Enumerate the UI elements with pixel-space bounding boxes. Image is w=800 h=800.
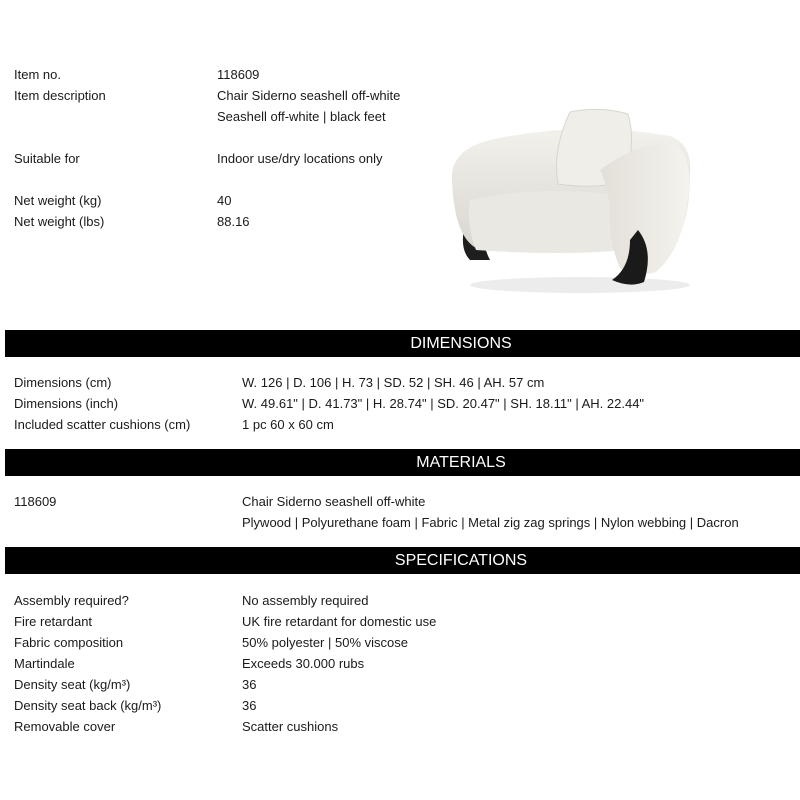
materials-heading: MATERIALS	[416, 454, 506, 471]
spec-value: UK fire retardant for domestic use	[242, 614, 437, 629]
spec-label: Assembly required?	[14, 593, 129, 608]
specifications-heading: SPECIFICATIONS	[394, 552, 528, 569]
dimensions-cm-value: W. 126 | D. 106 | H. 73 | SD. 52 | SH. 46 | AH. 57 cm	[242, 375, 545, 390]
spec-label: Density seat back (kg/m³)	[14, 698, 162, 713]
spec-value: 50% polyester | 50% viscose	[242, 635, 408, 650]
weight-kg-value: 40	[217, 193, 232, 208]
chair-seat	[469, 191, 626, 253]
spec-value: Scatter cushions	[242, 719, 339, 734]
cushions-label: Included scatter cushions (cm)	[14, 417, 191, 432]
item-no-value: 118609	[217, 67, 260, 82]
dimensions-inch-value: W. 49.61" | D. 41.73" | H. 28.74" | SD. 20.47" | SH. 18.11" | AH. 22.44"	[242, 396, 645, 411]
spec-label: Martindale	[14, 656, 75, 671]
dimensions-heading: DIMENSIONS	[410, 335, 512, 352]
materials-line2: Plywood | Polyurethane foam | Fabric | Metal zig zag springs | Nylon webbing | Dacron	[242, 515, 739, 530]
materials-code: 118609	[14, 494, 57, 509]
weight-lbs-value: 88.16	[217, 214, 250, 229]
spec-value: 36	[242, 677, 257, 692]
weight-kg-label: Net weight (kg)	[14, 193, 102, 208]
item-description-label: Item description	[14, 88, 106, 103]
item-description-line2: Seashell off-white | black feet	[217, 109, 386, 124]
spec-label: Fire retardant	[14, 614, 93, 629]
item-description-line1: Chair Siderno seashell off-white	[217, 88, 401, 103]
spec-value: No assembly required	[242, 593, 369, 608]
dimensions-header	[5, 330, 800, 357]
cushions-value: 1 pc 60 x 60 cm	[242, 417, 334, 432]
shadow	[470, 277, 690, 293]
suitable-value: Indoor use/dry locations only	[217, 151, 383, 166]
spec-label: Density seat (kg/m³)	[14, 677, 131, 692]
dimensions-inch-label: Dimensions (inch)	[14, 396, 119, 411]
item-no-label: Item no.	[14, 67, 61, 82]
spec-label: Removable cover	[14, 719, 116, 734]
materials-line1: Chair Siderno seashell off-white	[242, 494, 426, 509]
materials-header	[5, 449, 800, 476]
specifications-header	[5, 547, 800, 574]
product-photo	[440, 100, 702, 300]
dimensions-cm-label: Dimensions (cm)	[14, 375, 112, 390]
suitable-label: Suitable for	[14, 151, 80, 166]
spec-value: 36	[242, 698, 257, 713]
weight-lbs-label: Net weight (lbs)	[14, 214, 105, 229]
spec-label: Fabric composition	[14, 635, 124, 650]
spec-value: Exceeds 30.000 rubs	[242, 656, 365, 671]
